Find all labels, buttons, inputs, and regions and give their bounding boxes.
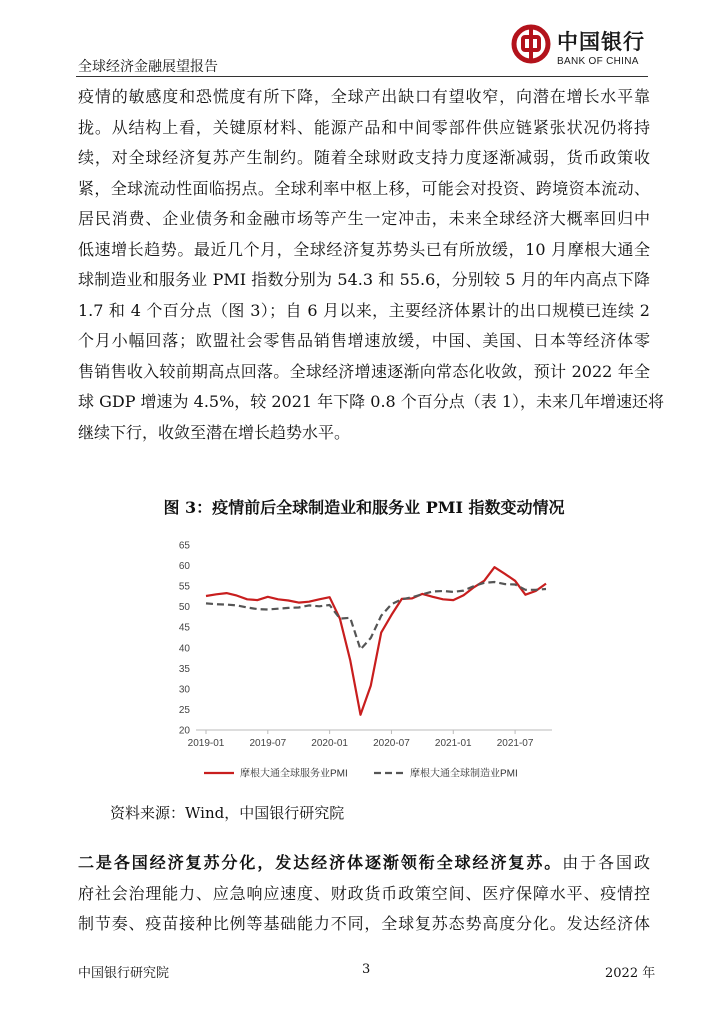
figure-source: 资料来源：Wind，中国银行研究院 (110, 804, 345, 822)
line-text: 由于各国政 (562, 853, 650, 872)
bank-logo (511, 24, 651, 74)
paragraph-line: 继续下行，收敛至潜在增长趋势水平。 (78, 422, 351, 442)
paragraph-2 (78, 848, 650, 940)
bold-lead: 二是各国经济复苏分化，发达经济体逐渐领衔全球经济复苏。 (78, 853, 563, 872)
paragraph-line: 府社会治理能力、应急响应速度、财政货币政策空间、医疗保障水平、疫情控 (78, 883, 650, 903)
figure-caption: 图 3：疫情前后全球制造业和服务业 PMI 指数变动情况 (163, 498, 565, 517)
x-tick-label: 2021-01 (434, 738, 472, 749)
page-number: 3 (362, 962, 371, 977)
x-tick-label: 2019-01 (187, 738, 225, 749)
y-tick-label: 50 (178, 602, 190, 614)
y-tick-label: 30 (178, 684, 190, 696)
logo-english-name: BANK OF CHINA (557, 56, 639, 67)
services-pmi-line (206, 567, 546, 715)
paragraph-line: 居民消费、企业债务和金融市场等产生一定冲击，未来全球经济大概率回归中 (78, 209, 650, 228)
y-tick-label: 60 (178, 561, 190, 573)
legend-label: 摩根大通全球制造业PMI (410, 768, 518, 780)
pmi-line-chart (160, 535, 560, 795)
y-tick-label: 65 (178, 540, 190, 552)
paragraph-line (78, 848, 650, 879)
paragraph-line: 个月小幅回落；欧盟社会零售品销售增速放缓，中国、美国、日本等经济体零 (78, 331, 650, 350)
y-tick-label: 40 (178, 643, 190, 655)
y-tick-label: 55 (178, 581, 190, 593)
footer-year: 2022 年 (605, 966, 656, 981)
paragraph-line: 紧，全球流动性面临拐点。全球利率中枢上移，可能会对投资、跨境资本流动、 (78, 178, 650, 198)
paragraph-line: 球制造业和服务业 PMI 指数分别为 54.3 和 55.6，分别较 5 月的年内高点下降 (78, 270, 650, 289)
paragraph-line: 低速增长趋势。最近几个月，全球经济复苏势头已有所放缓，10 月摩根大通全 (78, 239, 650, 259)
paragraph-line: 疫情的敏感度和恐慌度有所下降，全球产出缺口有望收窄，向潜在增长水平靠 (78, 87, 650, 106)
report-title: 全球经济金融展望报告 (78, 59, 218, 75)
footer-org: 中国银行研究院 (78, 966, 170, 981)
x-tick-label: 2019-07 (249, 738, 287, 749)
manufacturing-pmi-line (206, 582, 546, 649)
y-tick-label: 45 (178, 622, 190, 634)
logo-chinese-name: 中国银行 (557, 29, 645, 54)
y-tick-label: 35 (178, 663, 190, 675)
y-tick-label: 25 (178, 704, 190, 716)
x-tick-label: 2020-07 (373, 738, 410, 749)
header-divider (76, 76, 648, 77)
paragraph-line: 制节奏、疫苗接种比例等基础能力不同，全球复苏态势高度分化。发达经济体 (78, 914, 650, 933)
legend-label: 摩根大通全球服务业PMI (240, 768, 348, 780)
bank-of-china-emblem-icon (511, 24, 551, 64)
y-tick-label: 20 (178, 725, 190, 737)
paragraph-1 (78, 82, 665, 448)
paragraph-line: 拢。从结构上看，关键原材料、能源产品和中间零部件供应链紧张状况仍将持 (78, 117, 650, 137)
paragraph-line: 续，对全球经济复苏产生制约。随着全球财政支持力度逐渐减弱，货币政策收 (78, 148, 650, 167)
x-tick-label: 2020-01 (311, 738, 348, 749)
paragraph-line: 售销售收入较前期高点回落。全球经济增速逐渐向常态化收敛，预计 2022 年全 (78, 361, 650, 381)
paragraph-line: 球 GDP 增速为 4.5%，较 2021 年下降 0.8 个百分点（表 1），未来几年增速还将 (78, 392, 665, 411)
x-tick-label: 2021-07 (496, 738, 534, 749)
paragraph-line: 1.7 和 4 个百分点（图 3）；自 6 月以来，主要经济体累计的出口规模已连续 2 (78, 300, 650, 320)
